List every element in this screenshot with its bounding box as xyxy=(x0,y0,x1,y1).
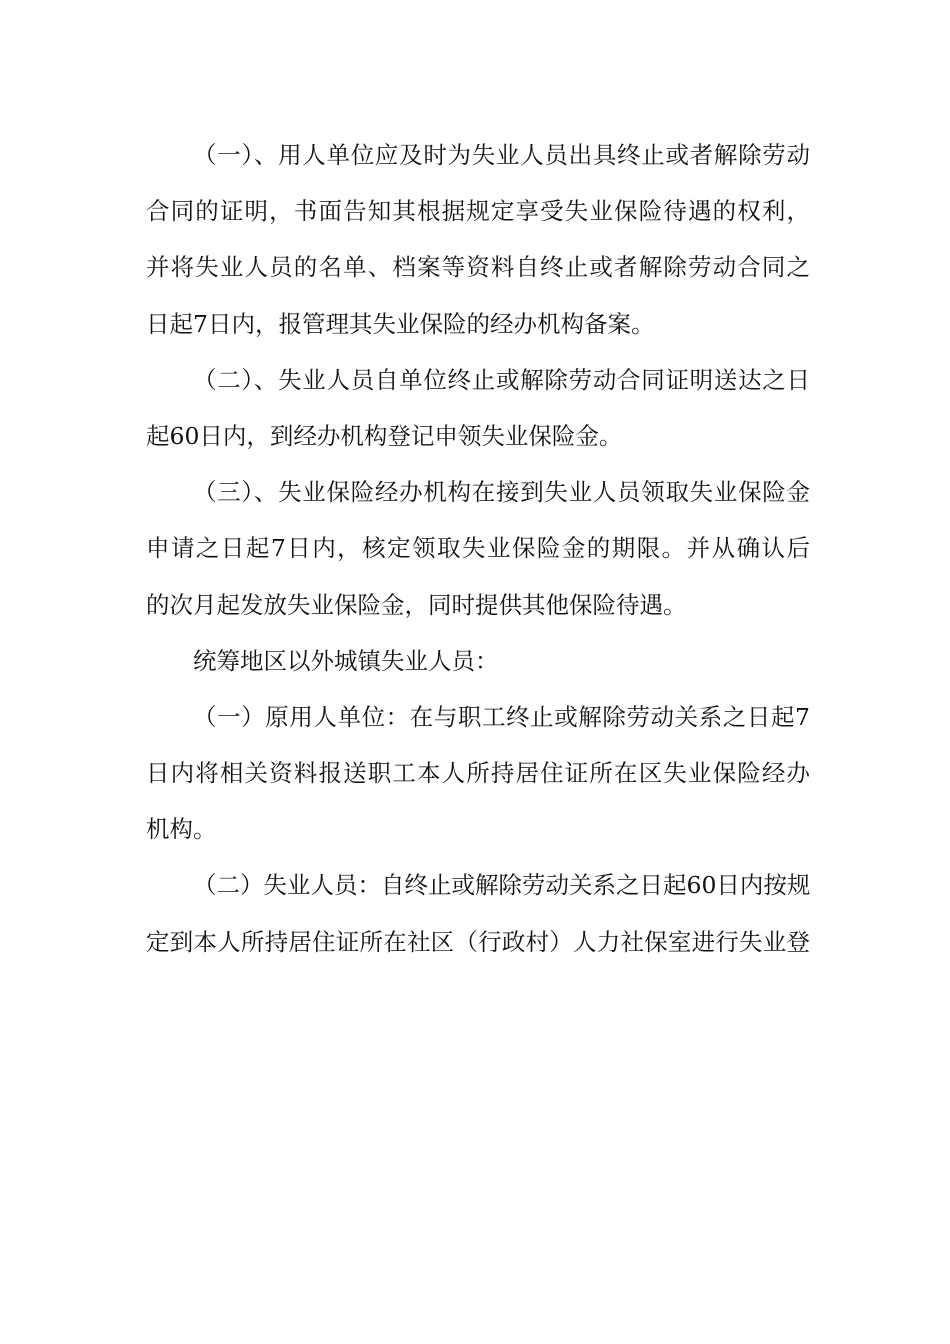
paragraph-3-line-2: 申请之日起7日内，核定领取失业保险金的期限。并从确认后 xyxy=(146,534,810,563)
paragraph-2-line-2: 起60日内，到经办机构登记申领失业保险金。 xyxy=(146,421,623,450)
paragraph-5-line-2: 定到本人所持居住证所在社区（行政村）人力社保室进行失业登 xyxy=(146,927,810,956)
paragraph-5-line-1: （二）失业人员：自终止或解除劳动关系之日起60日内按规 xyxy=(193,871,811,900)
paragraph-3-line-1: （三）、失业保险经办机构在接到失业人员领取失业保险金 xyxy=(193,478,810,507)
paragraph-1-line-1: （一）、用人单位应及时为失业人员出具终止或者解除劳动 xyxy=(193,141,810,169)
paragraph-2-line-1: （二）、失业人员自单位终止或解除劳动合同证明送达之日 xyxy=(193,365,810,394)
paragraph-1-line-3: 并将失业人员的名单、档案等资料自终止或者解除劳动合同之 xyxy=(146,253,810,282)
document-body xyxy=(146,127,810,970)
paragraph-4-line-2: 日内将相关资料报送职工本人所持居住证所在区失业保险经办 xyxy=(146,759,810,788)
section-heading-outside-area: 统筹地区以外城镇失业人员： xyxy=(193,646,499,675)
paragraph-4-line-1: （一）原用人单位：在与职工终止或解除劳动关系之日起7 xyxy=(193,702,810,731)
paragraph-1-line-2: 合同的证明，书面告知其根据规定享受失业保险待遇的权利， xyxy=(146,197,810,226)
paragraph-3-line-3: 的次月起发放失业保险金，同时提供其他保险待遇。 xyxy=(146,590,687,619)
paragraph-1-line-4: 日起7日内，报管理其失业保险的经办机构备案。 xyxy=(146,309,655,338)
paragraph-4-line-3: 机构。 xyxy=(146,815,217,844)
